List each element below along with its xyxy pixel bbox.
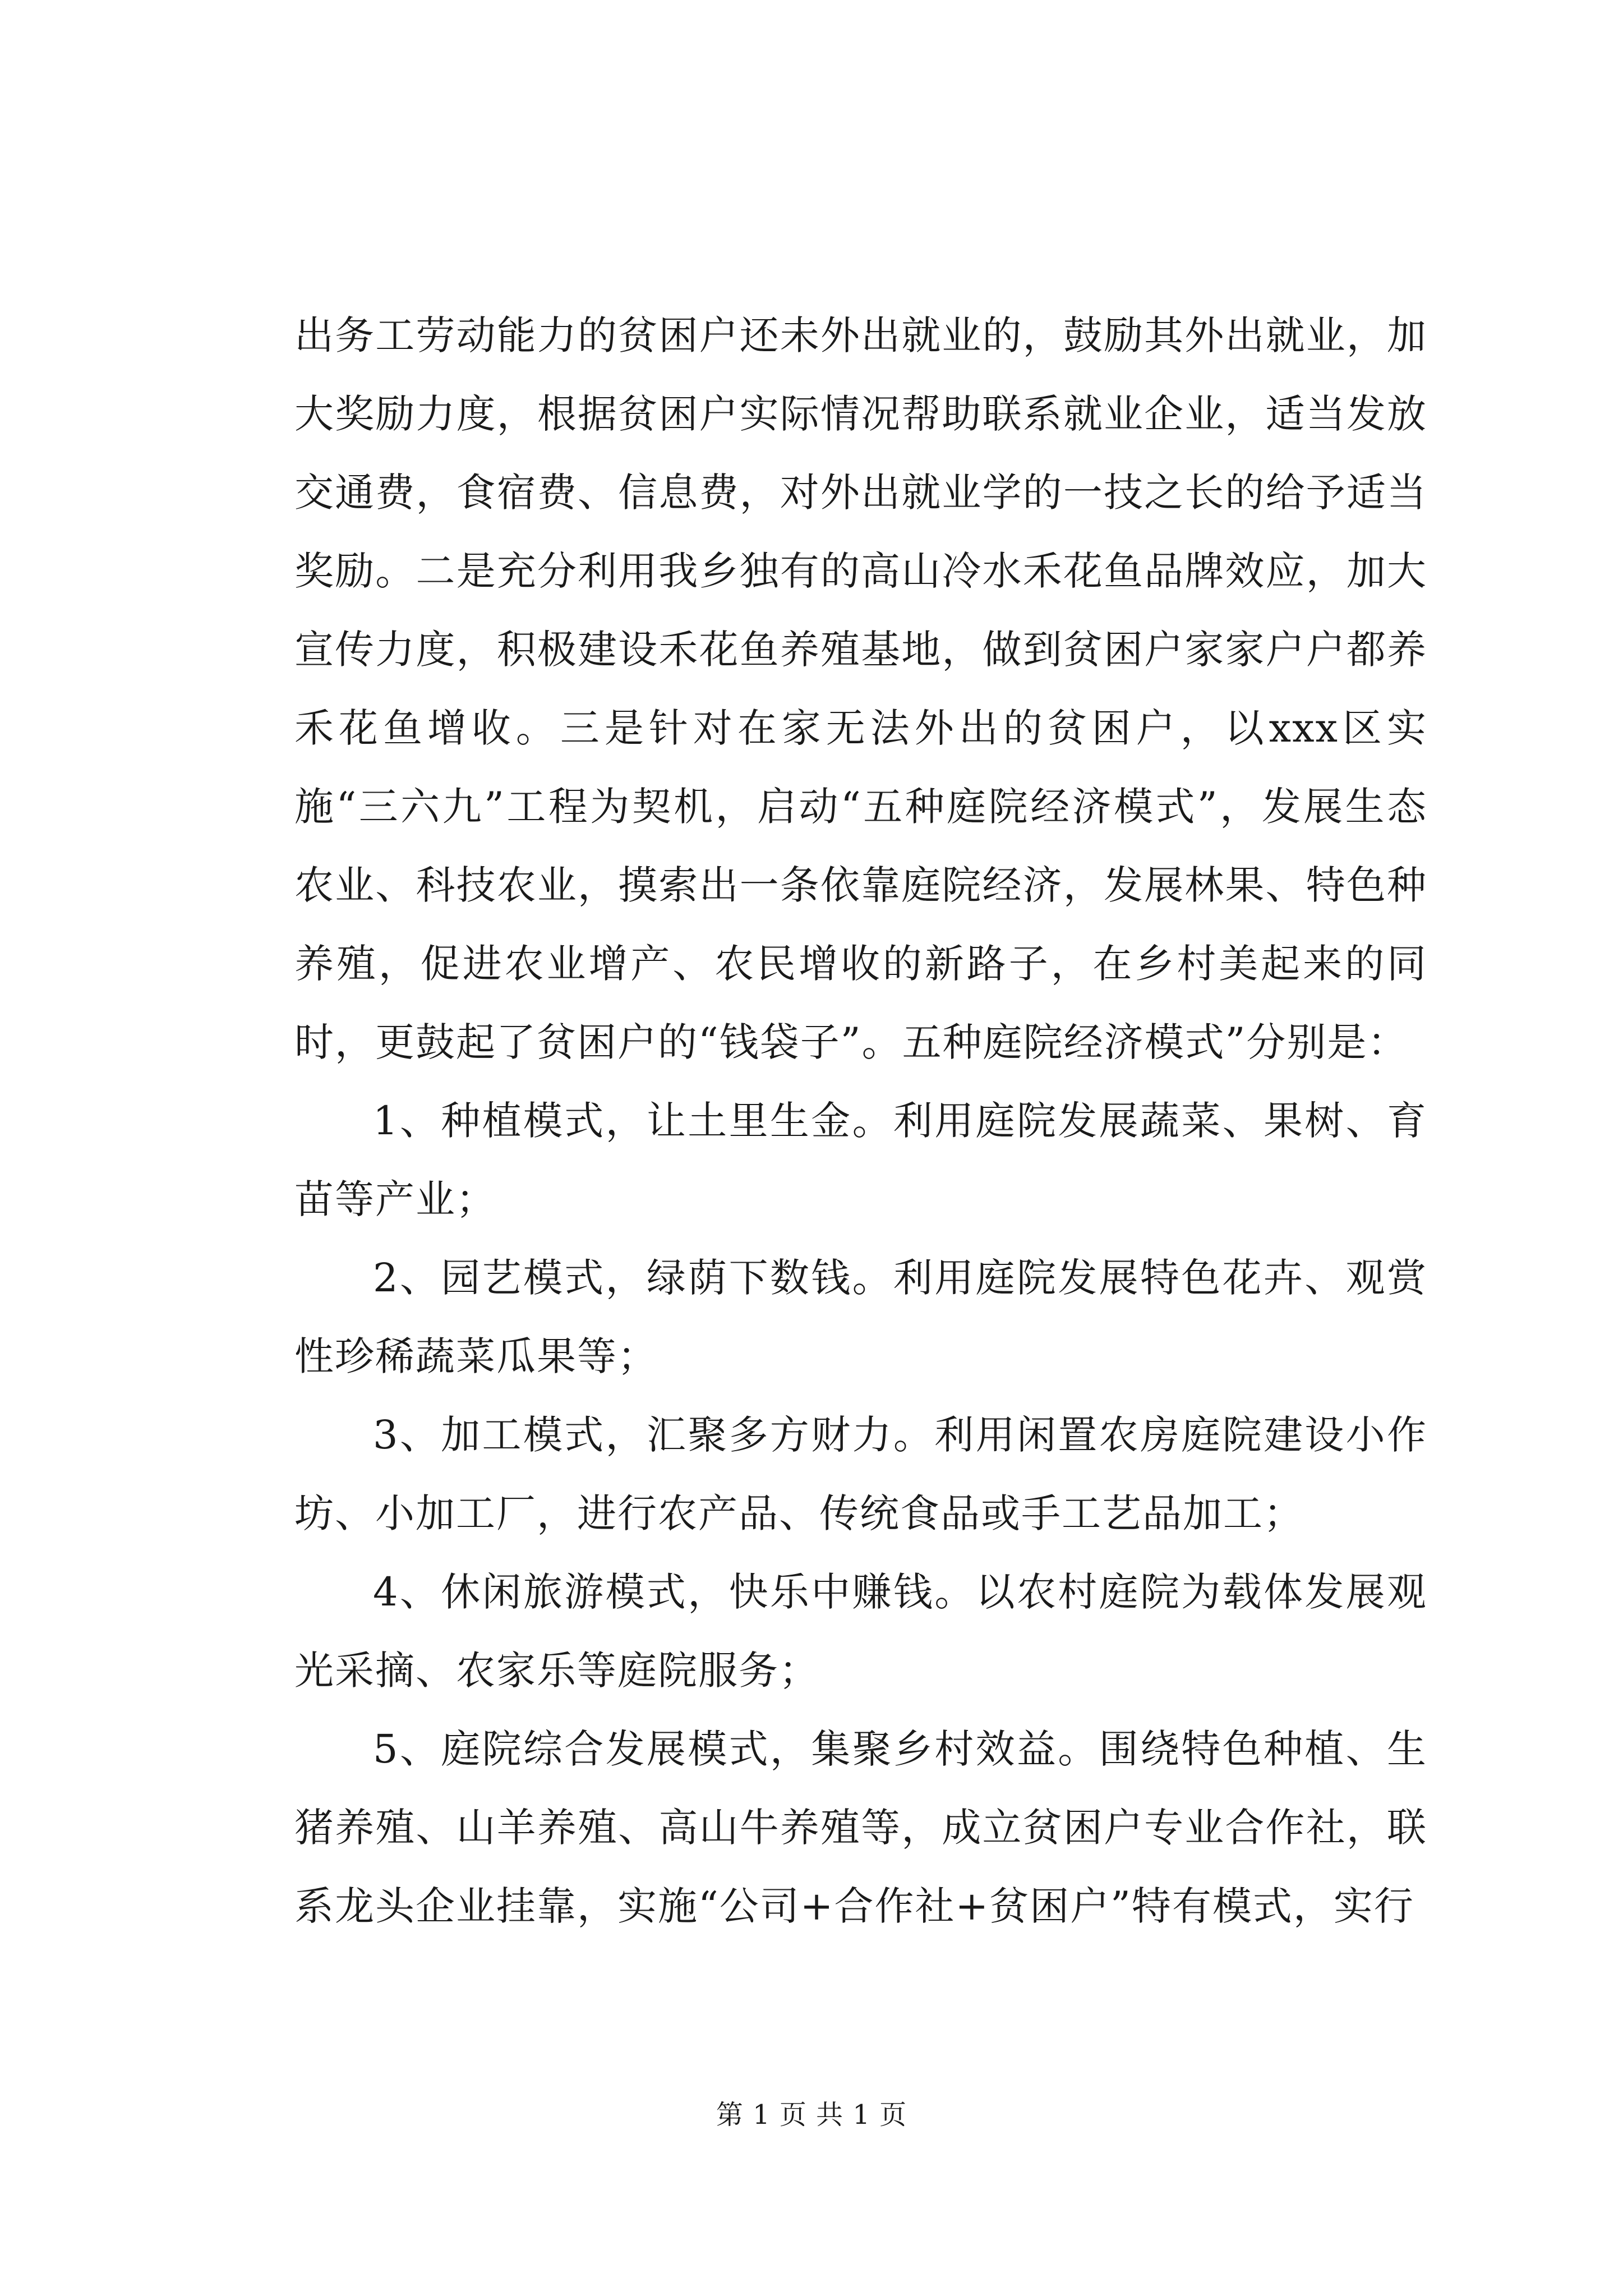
paragraph-mode-4: 4、休闲旅游模式，快乐中赚钱。以农村庭院为载体发展观光采摘、农家乐等庭院服务； xyxy=(294,1569,1427,1694)
paragraph-mode-3: 3、加工模式，汇聚多方财力。利用闲置农房庭院建设小作坊、小加工厂，进行农产品、传统食品或手工艺品加工； xyxy=(294,1412,1427,1536)
paragraph-intro: 出务工劳动能力的贫困户还未外出就业的，鼓励其外出就业，加大奖励力度，根据贫困户实际情况帮助联系就业企业，适当发放交通费，食宿费、信息费，对外出就业学的一技之长的给予适当奖励。二是充分利用我乡独有的高山冷水禾花鱼品牌效应，加大宣传力度，积极建设禾花鱼养殖基地，做到贫困户家家户户都养禾花鱼增收。三是针对在家无法外出的贫困户，以xxx区实施“三六九”工程为契机，启动“五种庭院经济模式”，发展生态农业、科技农业，摸索出一条依靠庭院经济，发展林果、特色种养殖，促进农业增产、农民增收的新路子，在乡村美起来的同时，更鼓起了贫困户的“钱袋子”。五种庭院经济模式”分别是： xyxy=(294,312,1427,1065)
paragraph-mode-5: 5、庭院综合发展模式，集聚乡村效益。围绕特色种植、生猪养殖、山羊养殖、高山牛养殖等，成立贫困户专业合作社，联系龙头企业挂靠，实施“公司+合作社+贫困户”特有模式，实行 xyxy=(294,1726,1427,1929)
paragraph-mode-1: 1、种植模式，让土里生金。利用庭院发展蔬菜、果树、育苗等产业； xyxy=(294,1098,1427,1222)
page-number-label: 第 1 页 共 1 页 xyxy=(716,2099,907,2131)
paragraph-mode-2: 2、园艺模式，绿荫下数钱。利用庭院发展特色花卉、观赏性珍稀蔬菜瓜果等； xyxy=(294,1255,1427,1379)
document-body xyxy=(294,296,1427,1945)
page-footer xyxy=(0,2098,1623,2132)
